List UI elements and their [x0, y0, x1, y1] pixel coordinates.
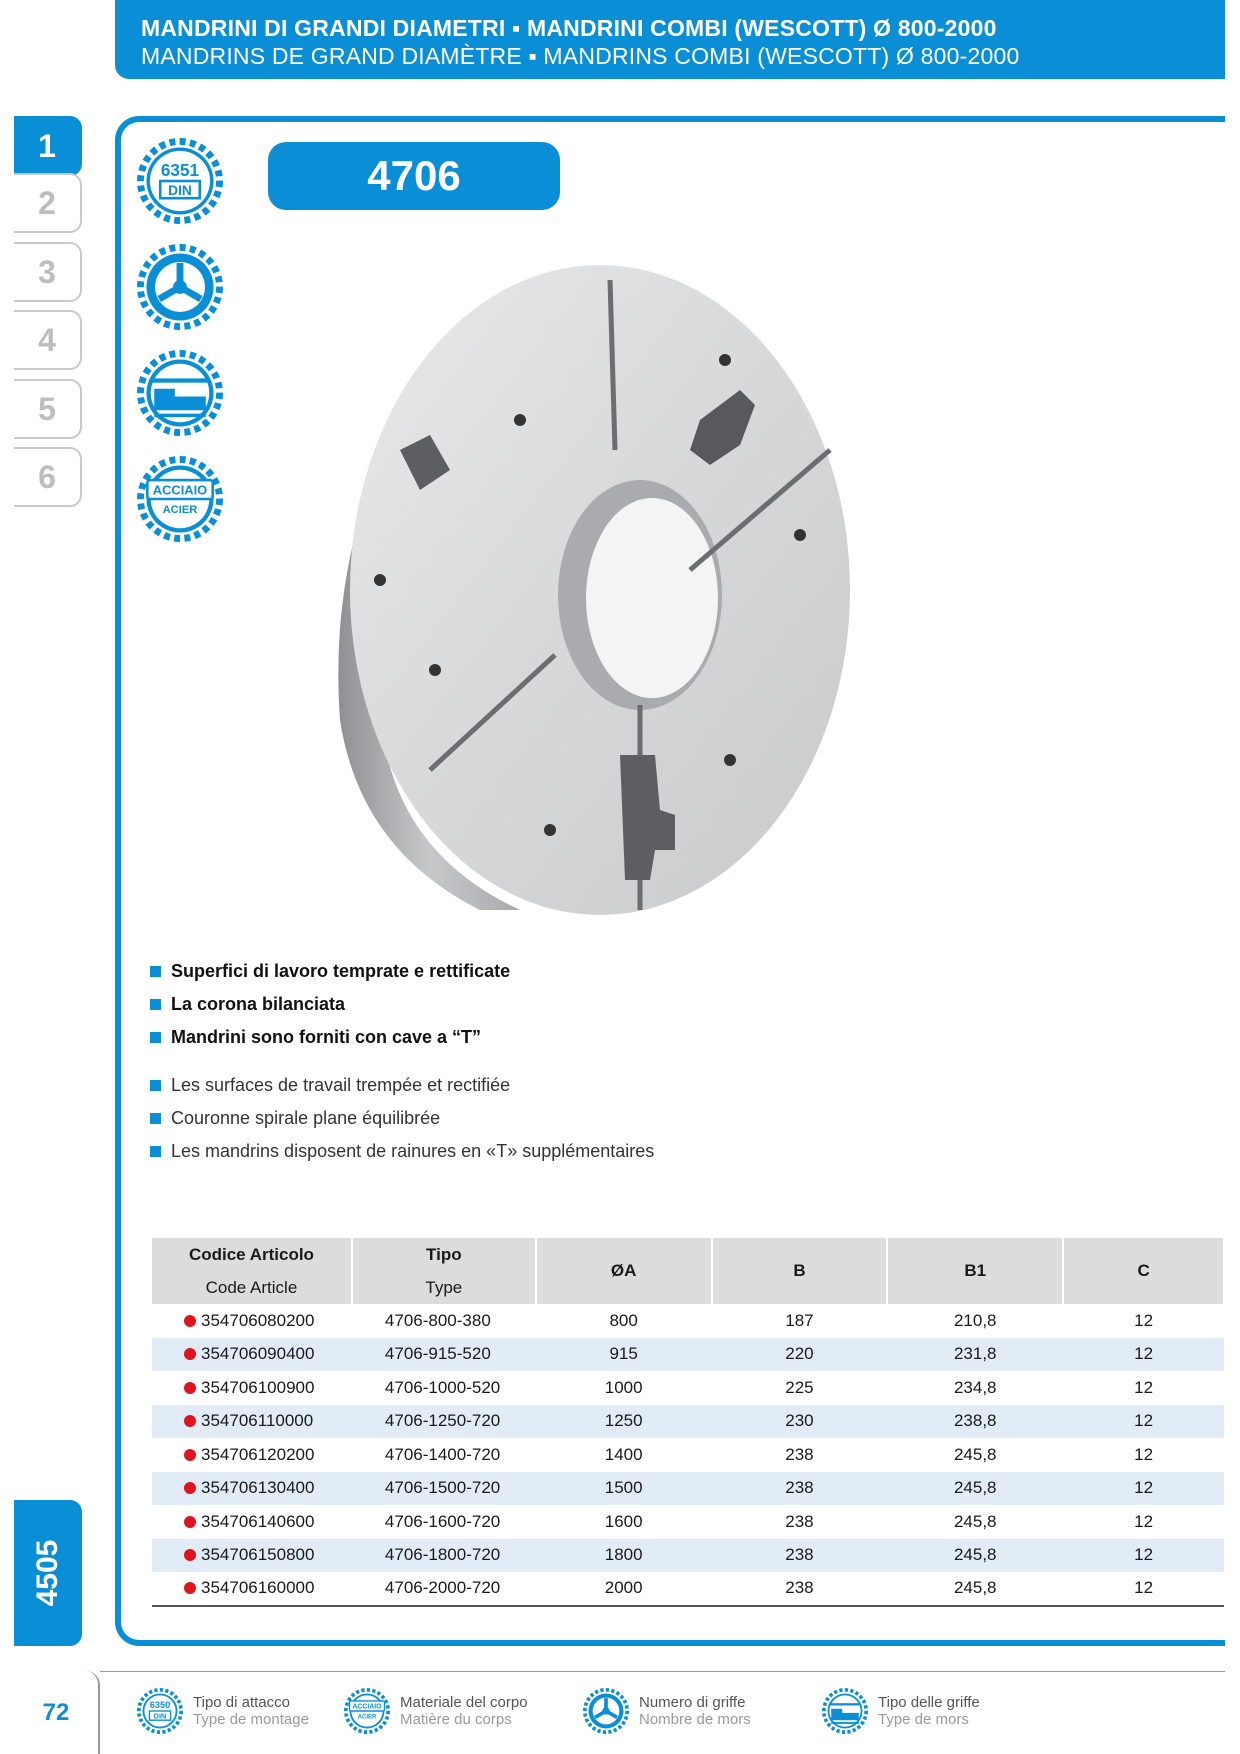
table-row: 354706120200 4706-1400-720 1400 238 245,8 12 [152, 1438, 1224, 1472]
table-row: 354706100900 4706-1000-520 1000 225 234,8 12 [152, 1371, 1224, 1405]
tab-5[interactable]: 5 [14, 379, 82, 439]
table-row: 354706140600 4706-1600-720 1600 238 245,8 12 [152, 1505, 1224, 1539]
col-header-type-it: Tipo [352, 1238, 536, 1271]
tab-1[interactable]: 1 [14, 116, 82, 176]
legend-label-fr: Matière du corps [400, 1711, 512, 1728]
table-row: 354706150800 4706-1800-720 1800 238 245,8 12 [152, 1539, 1224, 1573]
steel-material-badge-icon [137, 456, 223, 542]
legend-label-fr: Type de mors [878, 1711, 969, 1728]
jaw-type-badge-icon [137, 350, 223, 436]
feature-item: Les mandrins disposent de rainures en «T» supplémentaires [150, 1135, 654, 1168]
features-it [150, 955, 510, 1054]
legend-label-fr: Nombre de mors [639, 1711, 751, 1728]
legend-label-it: Numero di griffe [639, 1694, 746, 1711]
din-6351-badge-icon [137, 138, 223, 224]
side-code-label: 4505 [31, 1539, 64, 1607]
material-line2: ACIER [162, 503, 198, 516]
tab-4[interactable]: 4 [14, 310, 82, 370]
legend-label-it: Tipo delle griffe [878, 1694, 980, 1711]
availability-dot-icon [184, 1382, 196, 1394]
legend-item-jaw-type [822, 1684, 980, 1738]
svg-text:ACIER: ACIER [357, 1714, 377, 1721]
din-6350-icon [137, 1688, 183, 1734]
header-title-it: MANDRINI DI GRANDI DIAMETRI ▪ MANDRINI COMBI (WESCOTT) Ø 800-2000 [141, 15, 997, 41]
feature-item: Superfici di lavoro temprate e rettificate [150, 955, 510, 988]
availability-dot-icon [184, 1482, 196, 1494]
availability-dot-icon [184, 1516, 196, 1528]
legend-label-it: Tipo di attacco [193, 1694, 290, 1711]
feature-item: Couronne spirale plane équilibrée [150, 1102, 654, 1135]
svg-text:ACCIAIO: ACCIAIO [352, 1703, 382, 1711]
feature-item: Mandrini sono forniti con cave a “T” [150, 1021, 510, 1054]
col-header-code-it: Codice Articolo [152, 1238, 352, 1271]
header-title-fr: MANDRINS DE GRAND DIAMÈTRE ▪ MANDRINS COMBI (WESCOTT) Ø 800-2000 [141, 43, 1020, 69]
side-product-code [14, 1500, 82, 1646]
table-row: 354706130400 4706-1500-720 1500 238 245,8 12 [152, 1472, 1224, 1506]
legend-label-fr: Type de montage [193, 1711, 309, 1728]
jaw-count-icon [583, 1688, 629, 1734]
availability-dot-icon [184, 1348, 196, 1360]
col-header-type-fr: Type [352, 1271, 536, 1304]
table-row: 354706090400 4706-915-520 915 220 231,8 12 [152, 1338, 1224, 1372]
legend-label-it: Materiale del corpo [400, 1694, 528, 1711]
legend-item-jaw-count [583, 1684, 751, 1738]
material-line1: ACCIAIO [152, 482, 208, 498]
col-header-b1: B1 [887, 1238, 1063, 1304]
availability-dot-icon [184, 1415, 196, 1427]
jaw-type-icon [822, 1688, 868, 1734]
din-badge-label: DIN [168, 182, 192, 198]
material-steel-icon [344, 1688, 390, 1734]
table-row: 354706110000 4706-1250-720 1250 230 238,8 12 [152, 1405, 1224, 1439]
table-row: 354706080200 4706-800-380 800 187 210,8 12 [152, 1304, 1224, 1338]
availability-dot-icon [184, 1315, 196, 1327]
legend-item-attachment [137, 1684, 309, 1738]
tab-6[interactable]: 6 [14, 447, 82, 507]
svg-text:DIN: DIN [153, 1711, 167, 1721]
tab-2[interactable]: 2 [14, 173, 82, 233]
legend-item-material [344, 1684, 528, 1738]
din-badge-number: 6351 [160, 159, 200, 180]
three-jaw-badge-icon [137, 244, 223, 330]
chuck-product-image [270, 250, 850, 930]
col-header-a: ØA [536, 1238, 712, 1304]
availability-dot-icon [184, 1549, 196, 1561]
availability-dot-icon [184, 1582, 196, 1594]
features-fr [150, 1069, 654, 1168]
page-header [115, 0, 1225, 79]
svg-text:6350: 6350 [149, 1700, 171, 1711]
col-header-b: B [712, 1238, 888, 1304]
availability-dot-icon [184, 1449, 196, 1461]
footer-divider [100, 1671, 1225, 1672]
model-number: 4706 [268, 142, 560, 210]
table-row: 354706160000 4706-2000-720 2000 238 245,8 12 [152, 1572, 1224, 1606]
page-number: 72 [14, 1671, 100, 1754]
col-header-c: C [1063, 1238, 1224, 1304]
product-table [152, 1238, 1225, 1607]
col-header-code-fr: Code Article [152, 1271, 352, 1304]
feature-item: La corona bilanciata [150, 988, 510, 1021]
tab-3[interactable]: 3 [14, 242, 82, 302]
feature-item: Les surfaces de travail trempée et rectifiée [150, 1069, 654, 1102]
